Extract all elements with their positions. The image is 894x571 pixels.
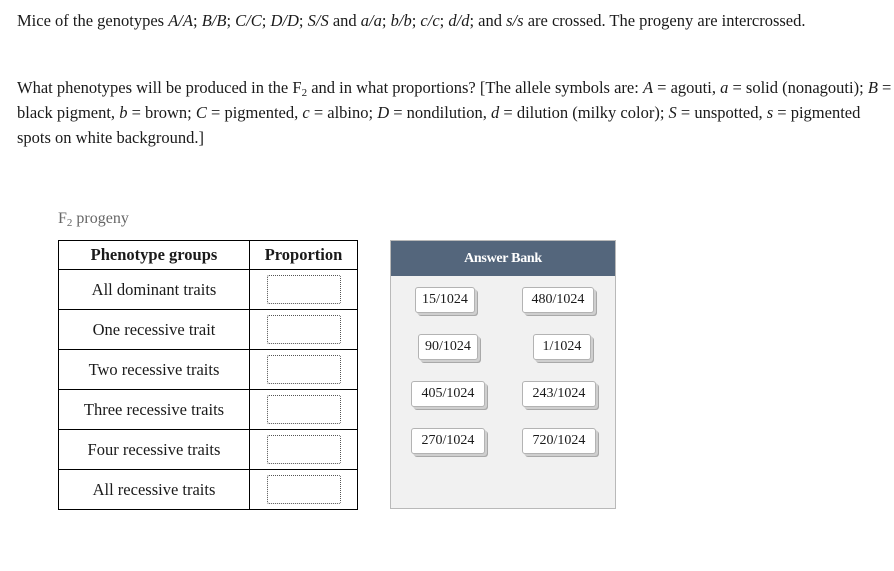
table-row	[59, 390, 358, 430]
table-row	[59, 350, 358, 390]
phenotype-table	[58, 240, 358, 510]
answer-chip[interactable]: 90/1024	[418, 334, 478, 360]
row-label: Two recessive traits	[59, 350, 250, 390]
row-label: One recessive trait	[59, 310, 250, 350]
table-row	[59, 310, 358, 350]
answer-chip[interactable]: 1/1024	[533, 334, 591, 360]
row-label: All recessive traits	[59, 470, 250, 510]
answer-chip[interactable]: 243/1024	[522, 381, 596, 407]
header-proportion: Proportion	[250, 241, 358, 270]
header-phenotype-groups: Phenotype groups	[59, 241, 250, 270]
drop-target[interactable]	[267, 435, 341, 464]
drop-target[interactable]	[267, 475, 341, 504]
drop-target[interactable]	[267, 315, 341, 344]
table-row	[59, 470, 358, 510]
row-label: All dominant traits	[59, 270, 250, 310]
f2-progeny-label: $F_2$ progeny	[58, 210, 129, 229]
row-label: Three recessive traits	[59, 390, 250, 430]
answer-chip[interactable]: 270/1024	[411, 428, 485, 454]
answer-chip[interactable]: 15/1024	[415, 287, 475, 313]
proportion-cell	[250, 310, 358, 350]
proportion-cell	[250, 270, 358, 310]
drop-target[interactable]	[267, 395, 341, 424]
table-row	[59, 270, 358, 310]
table-row	[59, 430, 358, 470]
question-paragraph-2: What phenotypes will be produced in the $F_2$ and in what proportions? [The allele symbols are: A = agouti, a = solid (nonagouti); B = black pigment, b = brown; C = pigmented, c = albino; D = nondilution, d = dilution (milky color); S = unspotted, s = pigmented spots on white background.]	[17, 78, 892, 147]
row-label: Four recessive traits	[59, 430, 250, 470]
answer-bank-title: Answer Bank	[391, 241, 615, 276]
drop-target[interactable]	[267, 275, 341, 304]
proportion-cell	[250, 470, 358, 510]
drop-target[interactable]	[267, 355, 341, 384]
proportion-cell	[250, 430, 358, 470]
answer-chip[interactable]: 405/1024	[411, 381, 485, 407]
answer-bank	[390, 240, 616, 509]
proportion-cell	[250, 390, 358, 430]
answer-chip[interactable]: 720/1024	[522, 428, 596, 454]
question-line-1: Mice of the genotypes A/A; B/B; C/C; D/D; S/S and a/a; b/b; c/c; d/d; and s/s are crossed. The progeny are intercrossed.	[17, 11, 806, 30]
answer-chip[interactable]: 480/1024	[522, 287, 594, 313]
proportion-cell	[250, 350, 358, 390]
